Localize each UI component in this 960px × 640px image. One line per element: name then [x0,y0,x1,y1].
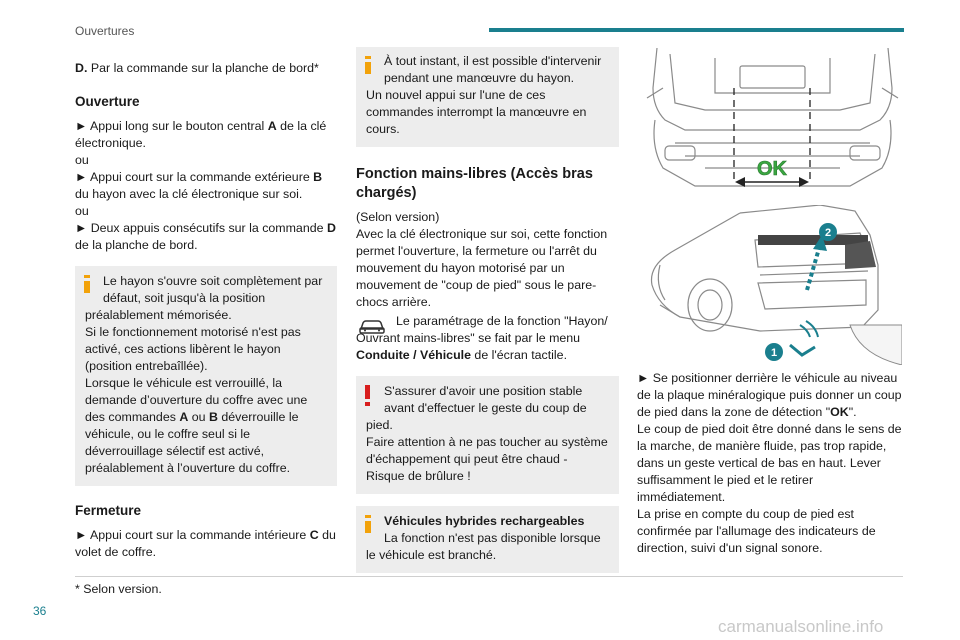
info-icon [84,275,90,293]
column-3-text [637,370,902,557]
info-icon [365,56,371,74]
section-title: Ouvertures [75,24,135,38]
svg-text:2: 2 [824,227,832,239]
column-2 [356,47,619,573]
version-text: (Selon version) [356,210,440,224]
info-note-hybrid: Véhicules hybrides rechargeables La fonction n'est pas disponible lorsque le véhicule est branché. [356,506,619,573]
ok-label: OK [757,158,787,180]
fermeture-heading: Fermeture [75,503,142,518]
ouverture-heading: Ouverture [75,94,140,109]
info-icon [365,515,371,533]
bullet-3: ► Deux appuis consécutifs sur la commande D de la planche de bord. [75,221,336,252]
svg-text:1: 1 [770,347,778,359]
footnote: * Selon version. [75,582,162,596]
kick-direction: Le coup de pied doit être donné dans le sens de la marche, de manière fluide, pas trop rapide, dans un geste vertical de bas en haut. Lever suffisamment le pied et le retirer immédiatement. [637,422,902,504]
column-1 [75,60,337,561]
bullet-1: ► Appui long sur le bouton central A de la clé électronique. [75,119,327,150]
page-number: 36 [33,604,47,618]
kick-instruction: ► Se positionner derrière le véhicule au niveau de la plaque minéralogique puis donner un coup de pied dans la zone de détection "OK". [637,371,902,419]
bullet-2: ► Appui court sur la commande extérieure B du hayon avec la clé électronique sur soi. [75,170,323,201]
info-note-opening: Le hayon s'ouvre soit complètement par défaut, soit jusqu'à la position préalablement mémorisée. Si le fonctionnement motorisé n'est pas activé, ces actions libèrent le hayon (position entrebaîllée). Lorsque le véhicule est verrouillé, la demande d’ouverture du coffre avec une des commandes A ou B déverrouille le véhicule, ou le coffre seul si le déverrouillage sélectif est activé, préalablement à l’ouverture du coffre. [75,266,337,486]
or-2: ou [75,204,89,218]
kick-confirmation: La prise en compte du coup de pied est confirmée par l'allumage des indicateurs de direction, suivi d'un signal sonore. [637,507,876,555]
or-1: ou [75,153,89,167]
warning-note-kick: S'assurer d'avoir une position stable avant d'effectuer le geste du coup de pied. Faire attention à ne pas toucher au système d'échappement qui peut être chaud - Risque de brûlure ! [356,376,619,494]
item-d: D. Par la commande sur la planche de bord* [75,61,319,75]
rear-bumper-figure [645,48,900,200]
watermark: carmanualsonline.info [718,617,884,636]
hands-free-heading: Fonction mains-libres (Accès bras chargés) [356,166,593,201]
hands-free-description: Avec la clé électronique sur soi, cette fonction permet l'ouverture, la fermeture ou l'arrêt du mouvement du hayon motorisé par un mouvement de "coup de pied" sous le pare-chocs arrière. [356,227,608,309]
header-accent-bar [489,28,904,32]
car-settings-icon [358,316,386,336]
settings-instruction: Le paramétrage de la fonction "Hayon/ Ouvrant mains-libres" se fait par le menu Conduite / Véhicule de l'écran tactile. [356,314,608,362]
kick-gesture-figure [640,205,902,365]
info-note-interrupt: À tout instant, il est possible d'intervenir pendant une manœuvre du hayon. Un nouvel appui sur l'une de ces commandes interrompt la manœuvre en cours. [356,47,619,147]
footnote-divider [75,576,903,577]
warning-icon [365,385,371,407]
bullet-4: ► Appui court sur la commande intérieure C du volet de coffre. [75,528,336,559]
